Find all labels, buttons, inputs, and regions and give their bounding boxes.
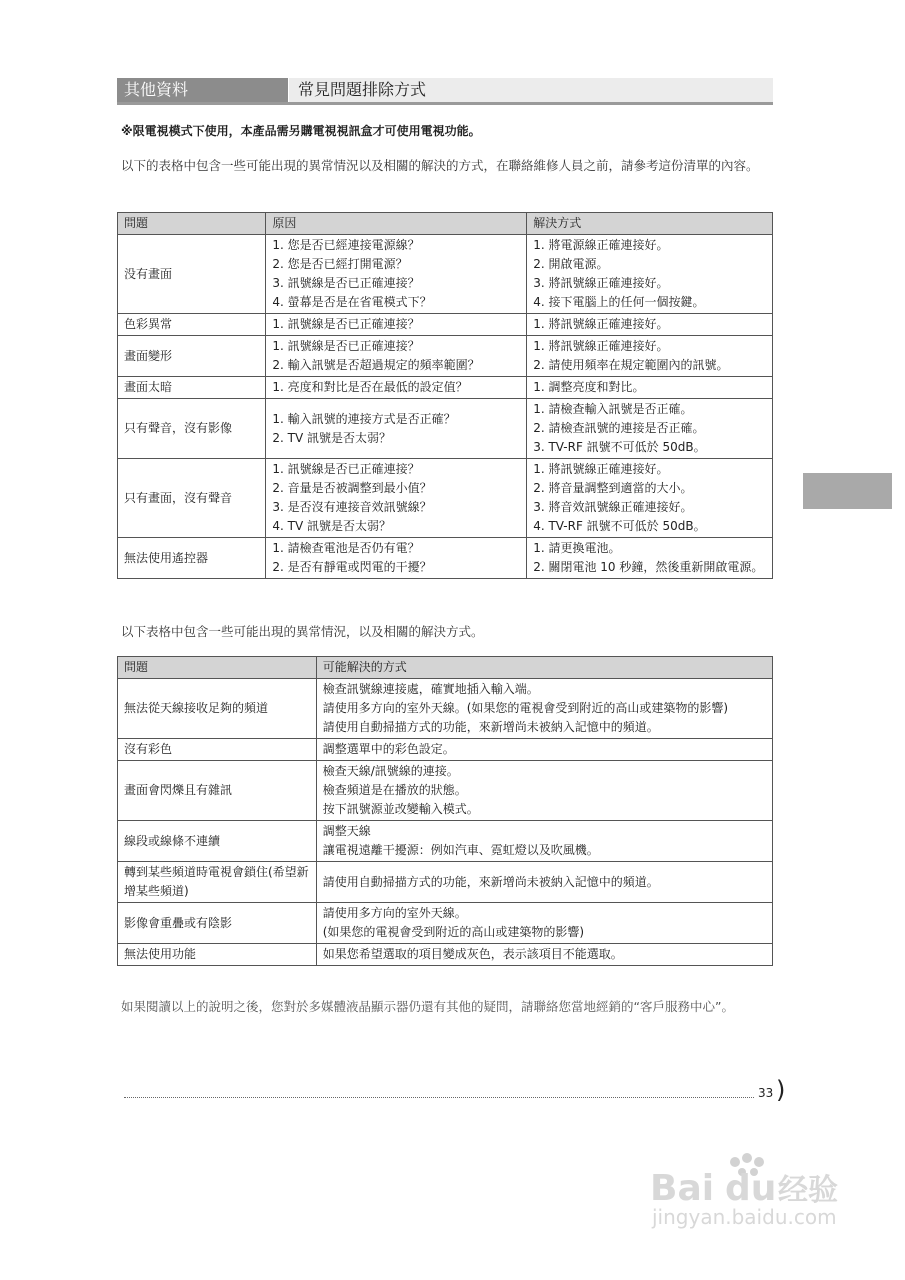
cause-cell <box>266 377 527 399</box>
solution-line: 3. TV-RF 訊號不可低於 50dB。 <box>533 440 706 454</box>
page-header <box>117 78 773 102</box>
solution-line: 2. 將音量調整到適當的大小。 <box>533 481 693 495</box>
problem-cell: 畫面太暗 <box>118 377 266 399</box>
table-row <box>118 538 773 579</box>
cause-line: 3. 訊號線是否已正確連接？ <box>272 276 420 290</box>
cause-line: 1. 請檢查電池是否仍有電？ <box>272 541 420 555</box>
page-number-bracket: ) <box>776 1076 786 1104</box>
cause-line: 1. 輸入訊號的連接方式是否正確？ <box>272 411 456 426</box>
solution-line: 請使用多方向的室外天線。(如果您的電視會受到附近的高山或建築物的影響) <box>322 701 729 715</box>
solution-line: 1. 將電源線正確連接好。 <box>533 238 669 252</box>
section-label: 其他資料 <box>117 78 288 102</box>
problem-cell: 無法使用功能 <box>118 944 317 966</box>
table-row <box>118 944 773 966</box>
solution-cell <box>316 821 772 862</box>
cause-line: 2. 輸入訊號是否超過規定的頻率範圍？ <box>272 358 480 372</box>
table-header-row <box>118 657 773 679</box>
problem-cell: 沒有彩色 <box>118 739 317 761</box>
table-row <box>118 459 773 538</box>
table-row <box>118 399 773 459</box>
cause-line: 2. TV 訊號是否太弱？ <box>272 430 392 445</box>
solution-line: 2. 請使用頻率在規定範圍內的訊號。 <box>533 358 729 372</box>
cause-line: 2. 音量是否被調整到最小值？ <box>272 481 432 495</box>
solution-line: 請使用自動掃描方式的功能，來新增尚未被納入記憶中的頻道。 <box>322 874 659 889</box>
solution-line: 檢查訊號線連接處，確實地插入輸入端。 <box>322 682 539 696</box>
cause-cell <box>266 399 527 459</box>
watermark-url: jingyan.baidu.com <box>652 1205 837 1229</box>
cause-line: 1. 您是否已經連接電源線？ <box>272 238 420 252</box>
problem-cell: 無法使用遙控器 <box>118 538 266 579</box>
table-row <box>118 739 773 761</box>
cause-cell <box>266 336 527 377</box>
table-header-row <box>118 213 773 235</box>
page-title: 常見問題排除方式 <box>289 78 773 102</box>
side-tab-marker <box>803 473 892 509</box>
watermark-brand: Bai <box>650 1168 715 1209</box>
solution-line: 1. 請檢查輸入訊號是否正確。 <box>533 402 693 416</box>
solution-line: 讓電視遠離干擾源：例如汽車、霓虹燈以及吹風機。 <box>322 843 599 857</box>
solution-line: 調整天線 <box>322 824 371 838</box>
column-header-problem: 問題 <box>118 213 266 235</box>
column-header-problem: 問題 <box>118 657 317 679</box>
table-row <box>118 235 773 314</box>
cause-line: 2. 您是否已經打開電源？ <box>272 257 408 271</box>
solution-line: 1. 請更換電池。 <box>533 541 621 555</box>
column-header-solution: 可能解決的方式 <box>316 657 772 679</box>
footer-dotted-rule <box>124 1097 754 1098</box>
cause-line: 1. 訊號線是否已正確連接？ <box>272 462 420 476</box>
solution-cell <box>527 235 773 314</box>
solution-line: 4. 接下電腦上的任何一個按鍵。 <box>533 295 705 309</box>
problem-cell: 轉到某些頻道時電視會鎖住(希望新增某些頻道) <box>118 862 317 903</box>
solution-line: 1. 調整亮度和對比。 <box>533 380 645 394</box>
solution-line: 請使用多方向的室外天線。 <box>322 906 467 920</box>
solution-cell <box>527 314 773 336</box>
table-row <box>118 679 773 739</box>
solution-line: 如果您希望選取的項目變成灰色，表示該項目不能選取。 <box>322 947 623 961</box>
table-row <box>118 903 773 944</box>
table-row <box>118 862 773 903</box>
solution-line: 檢查天線/訊號線的連接。 <box>322 764 459 778</box>
problem-cell: 畫面會閃爍且有雜訊 <box>118 761 317 821</box>
cause-line: 1. 訊號線是否已正確連接？ <box>272 317 420 331</box>
solution-line: (如果您的電視會受到附近的高山或建築物的影響) <box>322 925 585 939</box>
solution-line: 調整選單中的彩色設定。 <box>322 742 455 756</box>
cause-cell <box>266 538 527 579</box>
solution-cell <box>316 761 772 821</box>
solution-line: 3. 將音效訊號線正確連接好。 <box>533 500 693 514</box>
cause-line: 1. 訊號線是否已正確連接？ <box>272 339 420 353</box>
solution-line: 3. 將訊號線正確連接好。 <box>533 276 669 290</box>
problem-cell: 畫面變形 <box>118 336 266 377</box>
solution-cell <box>316 739 772 761</box>
baidu-jingyan-watermark <box>650 1150 860 1230</box>
solution-line: 請使用自動掃描方式的功能，來新增尚未被納入記憶中的頻道。 <box>322 720 659 734</box>
troubleshooting-table-2 <box>117 656 773 966</box>
column-header-cause: 原因 <box>266 213 527 235</box>
solution-cell <box>316 944 772 966</box>
tv-mode-note: ※限電視模式下使用，本產品需另購電視視訊盒才可使用電視功能。 <box>121 124 481 138</box>
solution-cell <box>527 459 773 538</box>
solution-line: 1. 將訊號線正確連接好。 <box>533 317 669 331</box>
table-row <box>118 336 773 377</box>
intro-paragraph: 以下的表格中包含一些可能出現的異常情況以及相關的解決的方式，在聯絡維修人員之前，請參考這份清單的內容。 <box>121 158 759 173</box>
table-row <box>118 314 773 336</box>
problem-cell: 只有聲音，沒有影像 <box>118 399 266 459</box>
problem-cell: 色彩異常 <box>118 314 266 336</box>
table-row <box>118 821 773 862</box>
solution-cell <box>527 538 773 579</box>
outro-paragraph: 如果閱讀以上的說明之後，您對於多媒體液晶顯示器仍還有其他的疑問，請聯絡您當地經銷的“客戶服務中心”。 <box>121 999 734 1014</box>
solution-cell <box>316 679 772 739</box>
troubleshooting-table-1 <box>117 212 773 579</box>
solution-line: 2. 關閉電池 10 秒鐘，然後重新開啟電源。 <box>533 560 764 574</box>
solution-line: 按下訊號源並改變輸入模式。 <box>322 802 479 816</box>
solution-cell <box>316 903 772 944</box>
header-rule <box>117 102 773 105</box>
solution-cell <box>527 377 773 399</box>
solution-line: 2. 開啟電源。 <box>533 257 609 271</box>
column-header-solution: 解決方式 <box>527 213 773 235</box>
solution-cell <box>527 336 773 377</box>
cause-cell <box>266 459 527 538</box>
watermark-brand-2: du <box>725 1168 777 1209</box>
solution-line: 檢查頻道是在播放的狀態。 <box>322 783 467 797</box>
mid-paragraph: 以下表格中包含一些可能出現的異常情況，以及相關的解決方式。 <box>121 624 484 639</box>
problem-cell: 影像會重疊或有陰影 <box>118 903 317 944</box>
table-row <box>118 377 773 399</box>
cause-line: 4. 螢幕是否是在省電模式下？ <box>272 295 432 309</box>
cause-cell <box>266 235 527 314</box>
cause-line: 3. 是否沒有連接音效訊號線？ <box>272 500 432 514</box>
solution-cell <box>527 399 773 459</box>
problem-cell: 没有畫面 <box>118 235 266 314</box>
solution-line: 2. 請檢查訊號的連接是否正確。 <box>533 421 705 435</box>
page-number: 33 <box>758 1086 774 1100</box>
cause-line: 2. 是否有靜電或閃電的干擾？ <box>272 560 432 574</box>
solution-line: 1. 將訊號線正確連接好。 <box>533 462 669 476</box>
cause-cell <box>266 314 527 336</box>
watermark-cn: 经验 <box>778 1173 838 1208</box>
solution-cell <box>316 862 772 903</box>
problem-cell: 無法從天線接收足夠的頻道 <box>118 679 317 739</box>
cause-line: 1. 亮度和對比是否在最低的設定值？ <box>272 380 468 394</box>
solution-line: 4. TV-RF 訊號不可低於 50dB。 <box>533 519 706 533</box>
cause-line: 4. TV 訊號是否太弱？ <box>272 519 392 533</box>
solution-line: 1. 將訊號線正確連接好。 <box>533 339 669 353</box>
table-row <box>118 761 773 821</box>
problem-cell: 只有畫面，沒有聲音 <box>118 459 266 538</box>
problem-cell: 線段或線條不連續 <box>118 821 317 862</box>
